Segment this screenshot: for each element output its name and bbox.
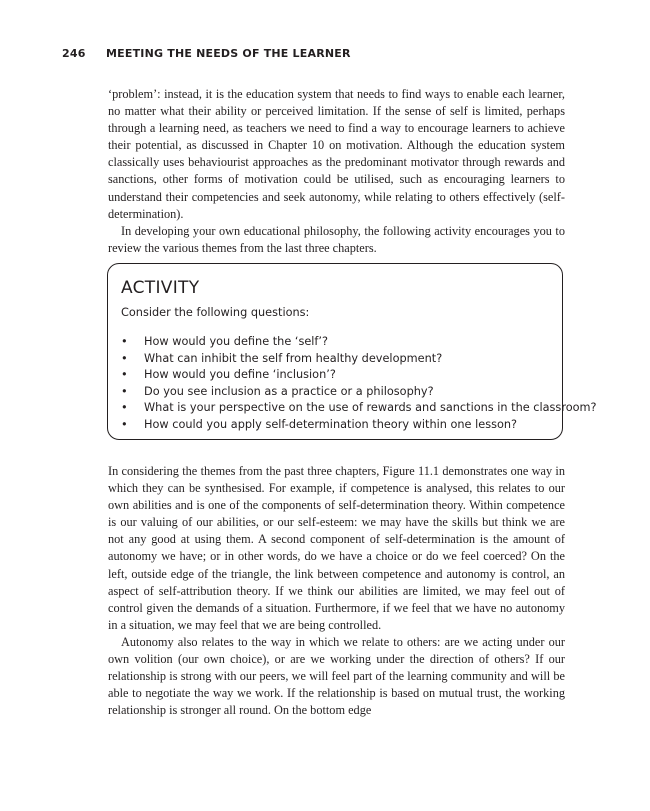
- top-text-block: [108, 86, 565, 257]
- bullet-icon: •: [121, 384, 128, 398]
- question-text: How would you define the ‘self’?: [144, 335, 328, 348]
- activity-question-list: [121, 334, 597, 433]
- list-item: [121, 351, 597, 368]
- body-paragraph: ‘problem’: instead, it is the education system that needs to find ways to enable each learner, no matter what their ability or perceived limitation. If the sense of self is limited, perhaps through a learning need, as teachers we need to find a way to encourage learners to achieve their potential, as discussed in Chapter 10 on motivation. Although the education system classically uses behaviourist approaches as the predominant motivator through rewards and sanctions, other forms of motivation could be utilised, such as encouraging learners to understand their competencies and seek autonomy, while relating to others effectively (self-determination).: [108, 87, 565, 221]
- running-title: MEETING THE NEEDS OF THE LEARNER: [106, 47, 351, 60]
- bullet-icon: •: [121, 417, 128, 431]
- list-item: [121, 384, 597, 401]
- question-text: What can inhibit the self from healthy development?: [144, 351, 443, 365]
- running-head: [62, 47, 351, 60]
- activity-title: ACTIVITY: [121, 278, 200, 298]
- bullet-icon: •: [121, 401, 128, 414]
- list-item: [121, 400, 597, 417]
- bullet-icon: •: [121, 368, 128, 381]
- list-item: [121, 367, 597, 384]
- list-item: [121, 417, 597, 434]
- bottom-text-block: [108, 463, 565, 719]
- activity-intro: Consider the following questions:: [121, 306, 310, 319]
- body-paragraph: Autonomy also relates to the way in which we relate to others: are we acting under our own volition (our own choice), or are we working under the direction of others? If our relationship is strong with our peers, we will feel part of the learning community and will be able to negotiate the way we work. If the relationship is based on mutual trust, the working relationship is stronger all round. On the bottom edge: [108, 634, 565, 718]
- bullet-icon: •: [121, 335, 128, 348]
- bullet-icon: •: [121, 351, 128, 365]
- list-item: [121, 334, 597, 351]
- page-number: 246: [62, 47, 86, 60]
- question-text: How would you define ‘inclusion’?: [144, 368, 336, 381]
- question-text: Do you see inclusion as a practice or a philosophy?: [144, 384, 434, 398]
- body-paragraph: In considering the themes from the past three chapters, Figure 11.1 demonstrates one way in which they can be synthesised. For example, if competence is analysed, this relates to our own abilities and is one of the components of self-determination theory. Within competence is our valuing of our abilities, or our self-esteem: we may have the skills but think we are not any good at using them. A second component of self-determination is the amount of autonomy we have; or in other words, do we have a choice or do we feel coerced? On the left, outside edge of the triangle, the link between competence and autonomy is control, an aspect of self-attribution theory. If we think our abilities are limited, we may feel out of control given the demands of a situation. Furthermore, if we feel that we have no autonomy in a situation, we may feel that we are being controlled.: [108, 464, 565, 632]
- activity-box: [107, 263, 597, 440]
- question-text: How could you apply self-determination theory within one lesson?: [144, 417, 518, 431]
- question-text: What is your perspective on the use of rewards and sanctions in the classroom?: [144, 401, 597, 414]
- body-paragraph: In developing your own educational philosophy, the following activity encourages you to review the various themes from the last three chapters.: [108, 223, 565, 255]
